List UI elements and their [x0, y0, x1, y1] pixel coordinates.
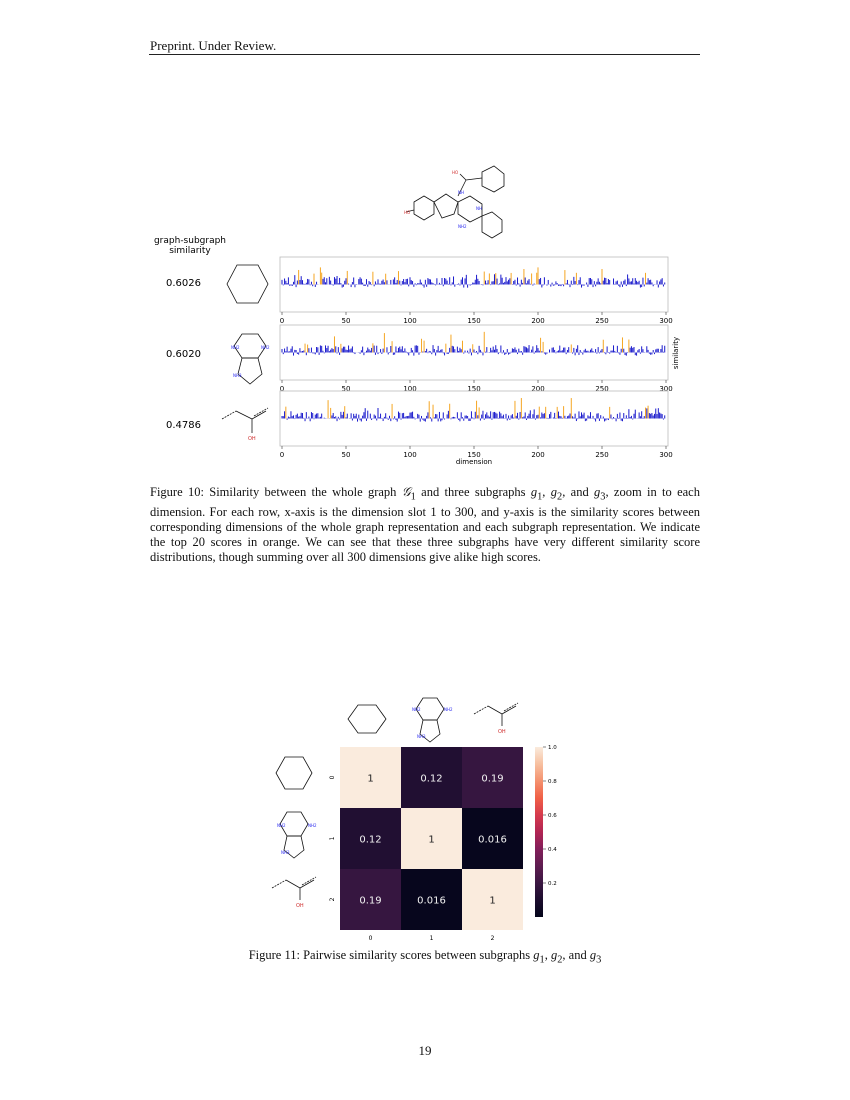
x-tick-label: 0: [279, 451, 285, 459]
x-tick-label: 200: [531, 451, 545, 459]
similarity-bar-chart-1: [280, 257, 673, 325]
x-tick-label: 50: [341, 385, 351, 393]
figure-10: [0, 0, 850, 480]
atom-label-n: NH: [458, 190, 464, 195]
heatmap-cell-label: 1: [489, 895, 496, 907]
subgraph-3-molecule: [222, 408, 268, 442]
x-tick-label: 150: [467, 317, 481, 325]
row-score-1: 0.6026: [166, 278, 201, 289]
colorbar-tick-label: 0.6: [548, 813, 557, 819]
x-tick-label: 50: [341, 317, 351, 325]
page-number: 19: [418, 1043, 432, 1058]
x-tick-label: 100: [403, 451, 417, 459]
heatmap-cell-label: 0.016: [478, 834, 507, 846]
sg2-atom-nh2-b: NH2: [261, 345, 270, 350]
r1-nh2-b: NH2: [308, 823, 317, 828]
x-tick-label: 250: [595, 451, 609, 459]
figure-11: [0, 690, 850, 950]
colorbar-tick-label: 0.4: [548, 847, 557, 853]
heatmap-cell-label: 0.016: [417, 895, 446, 907]
row-tick-label: 2: [329, 897, 336, 902]
x-tick-label: 100: [403, 385, 417, 393]
right-y-axis-label: similarity: [672, 336, 680, 370]
c2-oh: OH: [498, 729, 506, 735]
row-1-molecule: [277, 812, 317, 858]
x-tick-label: 150: [467, 385, 481, 393]
colorbar-tick-label: 1.0: [548, 745, 557, 751]
sg3-atom-oh: OH: [248, 436, 256, 442]
sg2-atom-nh3: NH3: [233, 373, 242, 378]
x-axis-label: dimension: [455, 458, 493, 466]
x-tick-label: 300: [659, 385, 673, 393]
left-ylabel-line2: similarity: [169, 246, 211, 256]
col-1-molecule: [412, 698, 453, 742]
subgraph-2-molecule: [231, 334, 270, 384]
heatmap-cell-label: 1: [367, 773, 374, 785]
x-tick-label: 0: [279, 385, 285, 393]
col-0-hexagon: [348, 705, 386, 733]
x-tick-label: 200: [531, 317, 545, 325]
row-tick-label: 0: [329, 775, 336, 780]
row-2-molecule: [272, 877, 316, 909]
x-tick-label: 150: [467, 451, 481, 459]
similarity-bar-chart-3: [280, 391, 673, 459]
similarity-bar-chart-2: [280, 325, 673, 393]
row-tick-label: 1: [329, 836, 336, 841]
x-tick-label: 100: [403, 317, 417, 325]
whole-graph-molecule: [404, 166, 504, 238]
x-tick-label: 300: [659, 451, 673, 459]
row-score-2: 0.6020: [166, 349, 201, 360]
heatmap-colorbar: [535, 745, 557, 917]
col-tick-label: 2: [490, 935, 495, 942]
atom-label-o: HO: [452, 170, 459, 175]
row-score-3: 0.4786: [166, 420, 201, 431]
c1-nh3: NH3: [417, 734, 426, 739]
r2-oh: OH: [296, 903, 304, 909]
x-tick-label: 250: [595, 385, 609, 393]
r1-nh3: NH3: [281, 850, 290, 855]
x-tick-label: 0: [279, 317, 285, 325]
left-ylabel-line1: graph-subgraph: [153, 236, 227, 246]
heatmap-cell-label: 0.12: [359, 834, 382, 846]
r1-nh2-a: NH2: [277, 823, 286, 828]
atom-label-nh2: NH2: [458, 224, 467, 229]
col-2-molecule: [474, 703, 518, 735]
pairwise-similarity-heatmap: [329, 747, 523, 942]
sg2-atom-nh2-a: NH2: [231, 345, 240, 350]
col-tick-label: 0: [368, 935, 373, 942]
x-tick-label: 250: [595, 317, 609, 325]
colorbar-gradient: [535, 747, 543, 917]
atom-label-nh: NH: [476, 206, 482, 211]
figure-10-caption: Figure 10: Similarity between the whole graph 𝒢$_1$ and three subgraphs $g_1$, $g_2$, and $g_3$, zoom in to each dimension. For each row, x-axis is the dimension slot 1 to 300, and y-axis is the similarity scores between corresponding dimensions of the whole graph representation and each subgraph representation. We indicate the top 20 scores in orange. We can see that these three subgraphs have very different similarity score distributions, though summing over all 300 dimensions give alike high scores.: [150, 485, 700, 564]
c1-nh2-a: NH2: [412, 707, 421, 712]
running-header: Preprint. Under Review.: [150, 38, 277, 53]
x-tick-label: 300: [659, 317, 673, 325]
col-tick-label: 1: [429, 935, 434, 942]
figure-11-caption: Figure 11: Pairwise similarity scores between subgraphs $g_1$, $g_2$, and $g_3$: [248, 948, 602, 966]
x-tick-label: 50: [341, 451, 351, 459]
colorbar-tick-label: 0.8: [548, 779, 557, 785]
heatmap-cell-label: 0.19: [481, 773, 504, 785]
x-tick-label: 200: [531, 385, 545, 393]
c1-nh2-b: NH2: [444, 707, 453, 712]
heatmap-cell-label: 1: [428, 834, 435, 846]
heatmap-cell-label: 0.12: [420, 773, 443, 785]
colorbar-tick-label: 0.2: [548, 881, 557, 887]
row-0-hexagon: [276, 757, 312, 789]
subgraph-1-hexagon: [227, 265, 268, 303]
heatmap-cell-label: 0.19: [359, 895, 382, 907]
atom-label-ho: HO: [404, 210, 411, 215]
